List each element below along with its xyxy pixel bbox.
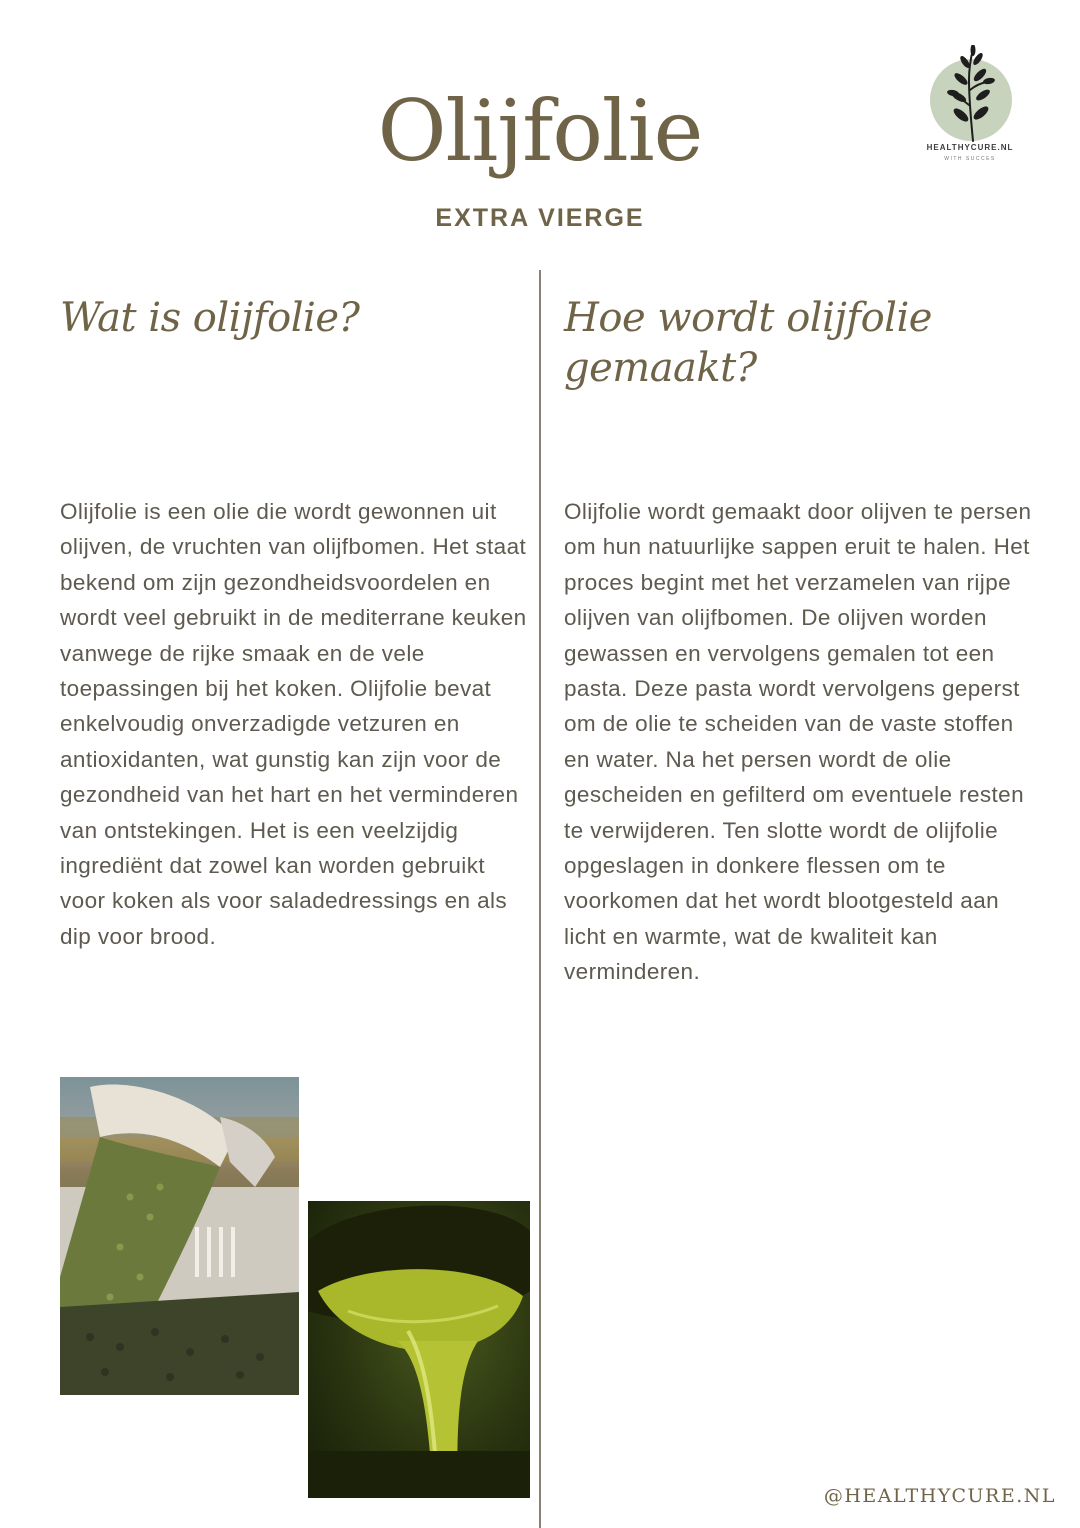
logo-tagline: WITH SUCCES [944, 156, 996, 162]
column-divider [539, 270, 541, 1528]
olive-oil-pour-photo [308, 1201, 530, 1498]
right-column-body: Olijfolie wordt gemaakt door olijven te persen om hun natuurlijke sappen eruit te halen. Het proces begint met het verzamelen van rijpe olijven van olijfbomen. De olijven worden gewassen en vervolgens gemalen tot een pasta. Deze pasta wordt vervolgens geperst om de olie te scheiden van de vaste stoffen en water. Na het persen wordt de olie gescheiden en gefilterd om eventuele resten te verwijderen. Ten slotte wordt de olijfolie opgeslagen in donkere flessen om te voorkomen dat het wordt blootgesteld aan licht en warmte, wat de kwaliteit kan verminderen. [564, 499, 1032, 985]
left-column-heading: Wat is olijfolie? [60, 295, 360, 341]
left-column-body: Olijfolie is een olie die wordt gewonnen uit olijven, de vruchten van olijfbomen. Het staat bekend om zijn gezondheidsvoordelen en wordt veel gebruikt in de mediterrane keuken vanwege de rijke smaak en de vele toepassingen bij het koken. Olijfolie bevat enkelvoudig onverzadigde vetzuren en antioxidanten, wat gunstig kan zijn voor de gezondheid van het hart en het verminderen van ontstekingen. Het is een veelzijdig ingrediënt dat zowel kan worden gebruikt voor koken als voor saladedressings en als dip voor brood. [60, 499, 527, 949]
right-column-heading: Hoe wordt olijfolie gemaakt? [564, 295, 932, 391]
page-title: Olijfolie [377, 82, 703, 180]
footer-handle: @HEALTHYCURE.NL [823, 1485, 1056, 1507]
olive-harvest-photo [60, 1077, 299, 1395]
logo-name: HEALTHYCURE.NL [926, 143, 1014, 152]
brand-logo [905, 45, 1035, 175]
olive-branch-icon [943, 45, 999, 143]
page-subtitle: EXTRA VIERGE [435, 204, 645, 232]
